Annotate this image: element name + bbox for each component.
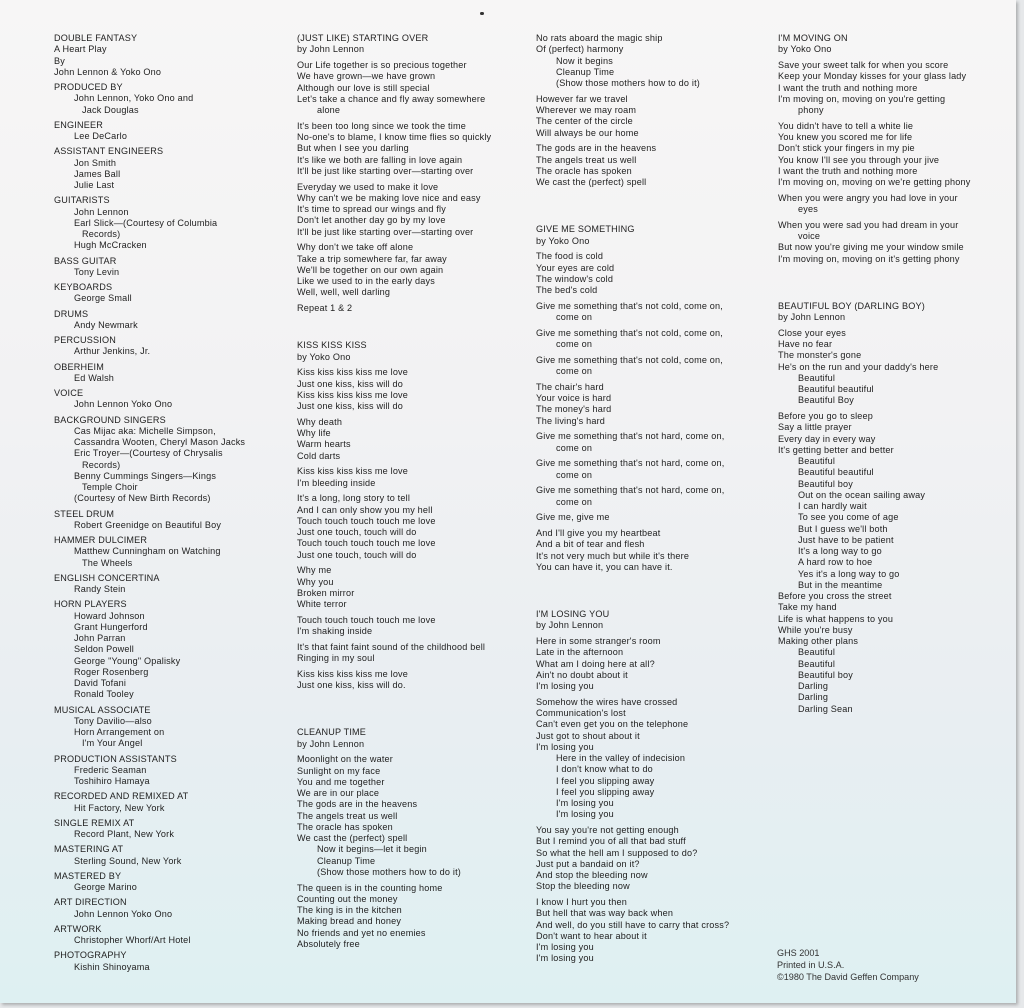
text-line: And I'll give you my heartbeat bbox=[536, 528, 661, 538]
text-line: David Tofani bbox=[74, 678, 127, 688]
text-line: Making bread and honey bbox=[297, 916, 402, 927]
text-line: Robert Greenidge on Beautiful Boy bbox=[74, 519, 222, 530]
text-line: Give me something that's not cold, come on, bbox=[536, 300, 723, 311]
text-line: We have grown—we have grown bbox=[297, 71, 436, 82]
text-line: Everyday we used to make it love bbox=[297, 181, 439, 192]
text-line: Moonlight on the water bbox=[297, 754, 394, 765]
text-line: The money's hard bbox=[536, 404, 612, 415]
text-line: We are in our place bbox=[297, 788, 380, 798]
text-line: I'M MOVING ON bbox=[778, 33, 848, 43]
text-line: I'm losing you bbox=[536, 741, 594, 752]
text-line: George "Young" Opalisky bbox=[74, 655, 181, 666]
text-line: voice bbox=[798, 231, 821, 241]
text-line: I'm moving on, moving on you're getting bbox=[778, 93, 946, 104]
text-line: Stop the bleeding now bbox=[536, 881, 630, 892]
text-line: You and me together bbox=[297, 776, 385, 787]
text-line: But I guess we'll both bbox=[798, 523, 888, 534]
text-line: by Yoko Ono bbox=[536, 235, 590, 246]
text-line: A Heart Play bbox=[54, 44, 107, 55]
text-line: come on bbox=[556, 469, 593, 480]
text-line: It's not very much but while it's there bbox=[536, 550, 690, 561]
text-line: Don't stick your fingers in my pie bbox=[778, 143, 915, 154]
text-line: by John Lennon bbox=[297, 738, 365, 749]
text-line: Hit Factory, New York bbox=[74, 802, 165, 813]
text-line: No-one's to blame, I know time flies so quickly bbox=[297, 132, 492, 142]
text-line: Kishin Shinoyama bbox=[74, 961, 150, 972]
text-line: Kiss kiss kiss kiss me love bbox=[297, 466, 409, 477]
text-line: I'M LOSING YOU bbox=[536, 609, 610, 619]
text-line: Why death bbox=[297, 416, 343, 427]
text-line: Darling bbox=[798, 681, 829, 691]
text-line: The oracle has spoken bbox=[297, 821, 393, 832]
text-line: He's on the run and your daddy's here bbox=[778, 361, 939, 372]
text-line: Why life bbox=[297, 428, 331, 438]
text-line: But I remind you of all that bad stuff bbox=[536, 836, 686, 847]
text-line: The living's hard bbox=[536, 415, 606, 426]
text-line: What am I doing here at all? bbox=[536, 658, 655, 669]
text-line: GUITARISTS bbox=[54, 195, 110, 206]
text-line: Jack Douglas bbox=[82, 104, 139, 115]
text-line: MASTERING AT bbox=[54, 844, 124, 855]
text-line: Hugh McCracken bbox=[74, 240, 147, 251]
text-line: BACKGROUND SINGERS bbox=[54, 414, 166, 425]
text-line: You can have it, you can have it. bbox=[536, 561, 673, 572]
text-line: It's a long, long story to tell bbox=[297, 493, 411, 504]
text-line: I feel you slipping away bbox=[556, 775, 655, 786]
text-line: Your eyes are cold bbox=[536, 262, 615, 273]
text-line: John Parran bbox=[74, 633, 126, 643]
text-line: Although our love is still special bbox=[297, 82, 430, 93]
text-line: The Wheels bbox=[82, 557, 133, 568]
text-line: Our Life together is so precious together bbox=[297, 60, 467, 70]
text-line: The window's cold bbox=[536, 273, 614, 284]
text-line: STEEL DRUM bbox=[54, 508, 115, 519]
text-line: It's time to spread our wings and fly bbox=[297, 204, 446, 214]
text-line: The angels treat us well bbox=[297, 810, 398, 821]
text-line: Julie Last bbox=[74, 180, 115, 190]
catalog-number: GHS 2001 bbox=[777, 948, 820, 958]
text-line: PERCUSSION bbox=[54, 335, 116, 345]
text-line: Touch touch touch touch me love bbox=[297, 515, 436, 526]
text-line: You didn't have to tell a white lie bbox=[778, 120, 914, 131]
text-line: Kiss kiss kiss kiss me love bbox=[297, 389, 409, 400]
text-line: ENGLISH CONCERTINA bbox=[54, 572, 160, 583]
text-line: BEAUTIFUL BOY (DARLING BOY) bbox=[778, 300, 925, 311]
text-line: VOICE bbox=[54, 388, 84, 398]
text-line: I'm losing you bbox=[536, 953, 594, 964]
ink-speck bbox=[480, 12, 484, 15]
text-line: Before you cross the street bbox=[778, 591, 892, 601]
text-line: come on bbox=[556, 339, 593, 349]
text-line: Arthur Jenkins, Jr. bbox=[74, 346, 151, 357]
text-line: Just one touch, touch will do bbox=[297, 527, 417, 537]
text-line: It'll be just like starting over—starting over bbox=[297, 165, 474, 176]
text-line: When you were sad you had dream in your bbox=[778, 219, 959, 230]
text-line: The gods are in the heavens bbox=[536, 143, 657, 154]
text-line: No rats aboard the magic ship bbox=[536, 33, 663, 43]
text-line: Broken mirror bbox=[297, 587, 355, 598]
text-line: Give me, give me bbox=[536, 512, 610, 523]
text-line: Howard Johnson bbox=[74, 610, 145, 621]
text-line: MASTERED BY bbox=[54, 870, 122, 881]
text-line: Say a little prayer bbox=[778, 422, 852, 433]
copyright-line: ©1980 The David Geffen Company bbox=[777, 972, 919, 982]
text-line: A hard row to hoe bbox=[798, 557, 873, 568]
lyrics-column-2 bbox=[297, 33, 491, 950]
text-line: Roger Rosenberg bbox=[74, 666, 149, 677]
text-line: I'm shaking inside bbox=[297, 626, 373, 636]
text-line: Life is what happens to you bbox=[778, 613, 894, 624]
text-line: It'll be just like starting over—starting over bbox=[297, 226, 474, 237]
text-line: Just one kiss, kiss will do bbox=[297, 401, 403, 411]
text-line: Like we used to in the early days bbox=[297, 276, 435, 286]
text-line: However far we travel bbox=[536, 93, 628, 104]
text-line: Toshihiro Hamaya bbox=[74, 776, 150, 786]
text-line: Here in some stranger's room bbox=[536, 636, 661, 646]
text-line: Lee DeCarlo bbox=[74, 131, 128, 141]
text-line: I want the truth and nothing more bbox=[778, 82, 918, 93]
text-line: Tony Levin bbox=[74, 266, 120, 277]
text-line: The angels treat us well bbox=[536, 154, 637, 165]
text-line: Cleanup Time bbox=[317, 855, 376, 866]
text-line: KEYBOARDS bbox=[54, 282, 113, 292]
text-line: The gods are in the heavens bbox=[297, 799, 418, 810]
text-line: Close your eyes bbox=[778, 327, 846, 338]
text-line: Randy Stein bbox=[74, 584, 126, 594]
text-line: by Yoko Ono bbox=[778, 44, 832, 55]
text-line: But when I see you darling bbox=[297, 143, 409, 154]
text-line: RECORDED AND REMIXED AT bbox=[54, 791, 189, 802]
credits-column bbox=[54, 33, 245, 973]
text-line: John Lennon Yoko Ono bbox=[74, 399, 173, 410]
text-line: Just one touch, touch will do bbox=[297, 549, 417, 560]
text-line: Sterling Sound, New York bbox=[74, 855, 182, 866]
text-line: It's that faint faint sound of the childhood bell bbox=[297, 641, 486, 652]
text-line: PHOTOGRAPHY bbox=[54, 950, 127, 961]
text-line: by John Lennon bbox=[778, 312, 846, 322]
text-line: Save your sweet talk for when you score bbox=[778, 60, 949, 70]
text-line: Horn Arrangement on bbox=[74, 727, 165, 737]
lyrics-column-4 bbox=[778, 33, 970, 715]
text-line: And well, do you still have to carry that cross? bbox=[536, 919, 730, 930]
text-line: Cold darts bbox=[297, 450, 341, 461]
text-line: I'm Your Angel bbox=[82, 738, 143, 749]
text-line: Tony Davilio—also bbox=[74, 715, 152, 726]
text-line: Now it begins bbox=[556, 55, 613, 66]
text-line: It's getting better and better bbox=[778, 444, 894, 455]
text-line: PRODUCED BY bbox=[54, 82, 123, 92]
text-line: The queen is in the counting home bbox=[297, 882, 443, 893]
text-line: Eric Troyer—(Courtesy of Chrysalis bbox=[74, 448, 223, 459]
text-line: Just got to shout about it bbox=[536, 730, 640, 741]
text-line: by John Lennon bbox=[297, 44, 365, 55]
text-line: It's a long way to go bbox=[798, 546, 882, 556]
printed-in: Printed in U.S.A. bbox=[777, 960, 845, 970]
text-line: Don't let another day go by my love bbox=[297, 215, 446, 226]
text-line: Ed Walsh bbox=[74, 372, 115, 383]
text-line: Before you go to sleep bbox=[778, 411, 874, 421]
text-line: Give me something that's not cold, come on, bbox=[536, 354, 723, 365]
text-line: Here in the valley of indecision bbox=[556, 753, 686, 763]
text-line: Christopher Whorf/Art Hotel bbox=[74, 935, 191, 945]
text-line: Don't want to hear about it bbox=[536, 930, 647, 941]
text-line: Beautiful boy bbox=[798, 669, 853, 680]
text-line: Of (perfect) harmony bbox=[536, 44, 624, 55]
text-line: James Ball bbox=[74, 168, 121, 179]
text-line: And a bit of tear and flesh bbox=[536, 539, 645, 550]
text-line: George Marino bbox=[74, 882, 138, 892]
text-line: HORN PLAYERS bbox=[54, 599, 127, 610]
text-line: White terror bbox=[297, 599, 347, 609]
text-line: Records) bbox=[82, 459, 121, 470]
text-line: The chair's hard bbox=[536, 381, 604, 392]
text-line: When you were angry you had love in your bbox=[778, 192, 958, 203]
text-line: KISS KISS KISS bbox=[297, 340, 367, 351]
text-line: Ringing in my soul bbox=[297, 653, 375, 663]
text-line: Can't even get you on the telephone bbox=[536, 719, 689, 730]
text-line: Kiss kiss kiss kiss me love bbox=[297, 668, 409, 679]
text-line: come on bbox=[556, 496, 593, 507]
text-line: It's like we both are falling in love again bbox=[297, 154, 463, 165]
text-line: Beautiful bbox=[798, 647, 836, 658]
text-line: ARTWORK bbox=[54, 923, 102, 934]
text-line: Wherever we may roam bbox=[536, 105, 637, 115]
text-line: Give me something that's not cold, come on, bbox=[536, 327, 723, 338]
text-line: eyes bbox=[798, 204, 818, 214]
text-line: John Lennon, Yoko Ono and bbox=[74, 93, 194, 104]
text-line: I'm losing you bbox=[556, 798, 614, 808]
lyrics-column-3 bbox=[536, 33, 729, 965]
text-line: Give me something that's not hard, come on, bbox=[536, 458, 725, 469]
text-line: Late in the afternoon bbox=[536, 647, 624, 658]
text-line: Somehow the wires have crossed bbox=[536, 696, 678, 707]
text-line: Benny Cummings Singers—Kings bbox=[74, 470, 217, 481]
text-line: We cast the (perfect) spell bbox=[297, 833, 408, 843]
text-line: We'll be together on our own again bbox=[297, 264, 444, 275]
text-line: I don't know what to do bbox=[556, 764, 653, 775]
text-line: You know I'll see you through your jive bbox=[778, 154, 940, 165]
text-line: Cleanup Time bbox=[556, 66, 615, 77]
text-line: You say you're not getting enough bbox=[536, 825, 679, 835]
text-line: Beautiful bbox=[798, 456, 836, 466]
text-line: Records) bbox=[82, 229, 121, 239]
text-line: To see you come of age bbox=[798, 512, 899, 523]
text-line: But hell that was way back when bbox=[536, 908, 674, 919]
text-line: The center of the circle bbox=[536, 116, 633, 127]
text-line: ART DIRECTION bbox=[54, 897, 127, 908]
text-line: I know I hurt you then bbox=[536, 897, 627, 907]
text-line: The monster's gone bbox=[778, 350, 862, 361]
text-line: Why can't we be making love nice and easy bbox=[297, 192, 481, 203]
text-line: Take my hand bbox=[778, 602, 837, 613]
text-line: Take a trip somewhere far, far away bbox=[297, 253, 447, 264]
text-line: Grant Hungerford bbox=[74, 621, 148, 632]
text-line: SINGLE REMIX AT bbox=[54, 817, 135, 828]
text-line: Cassandra Wooten, Cheryl Mason Jacks bbox=[74, 437, 246, 447]
text-line: Absolutely free bbox=[297, 938, 360, 949]
text-line: Counting out the money bbox=[297, 893, 398, 904]
text-line: We cast the (perfect) spell bbox=[536, 177, 647, 187]
text-line: So what the hell am I supposed to do? bbox=[536, 847, 698, 858]
text-line: ENGINEER bbox=[54, 119, 103, 130]
text-line: Have no fear bbox=[778, 339, 833, 349]
text-line: Jon Smith bbox=[74, 157, 117, 168]
text-line: Just one kiss, kiss will do. bbox=[297, 680, 406, 690]
text-line: But now you're giving me your window smile bbox=[778, 242, 964, 253]
text-line: I'm moving on, moving on it's getting phony bbox=[778, 253, 960, 264]
text-line: I'm losing you bbox=[556, 809, 614, 820]
text-line: Give me something that's not hard, come on, bbox=[536, 485, 725, 496]
text-line: Will always be our home bbox=[536, 127, 639, 138]
text-line: You knew you scored me for life bbox=[778, 132, 913, 142]
text-line: Communication's lost bbox=[536, 708, 626, 718]
text-line: Earl Slick—(Courtesy of Columbia bbox=[74, 217, 218, 228]
text-line: And I can only show you my hell bbox=[297, 504, 433, 515]
text-line: (Show those mothers how to do it) bbox=[556, 78, 700, 88]
text-line: alone bbox=[317, 105, 341, 115]
text-line: Just put a bandaid on it? bbox=[536, 858, 640, 869]
text-line: Warm hearts bbox=[297, 439, 351, 450]
text-line: Seldon Powell bbox=[74, 644, 134, 655]
text-line: Ain't no doubt about it bbox=[536, 669, 628, 680]
text-line: HAMMER DULCIMER bbox=[54, 535, 148, 545]
text-line: (Show those mothers how to do it) bbox=[317, 866, 461, 877]
text-line: Why me bbox=[297, 565, 332, 576]
text-line: Frederic Seaman bbox=[74, 764, 147, 775]
text-line: While you're busy bbox=[778, 624, 853, 635]
text-line: MUSICAL ASSOCIATE bbox=[54, 704, 151, 715]
text-line: The king is in the kitchen bbox=[297, 905, 402, 915]
text-line: by Yoko Ono bbox=[297, 351, 351, 362]
text-line: (JUST LIKE) STARTING OVER bbox=[297, 33, 429, 43]
text-line: Sunlight on my face bbox=[297, 765, 381, 776]
text-line: Making other plans bbox=[778, 636, 859, 646]
text-line: PRODUCTION ASSISTANTS bbox=[54, 753, 177, 764]
text-line: Why don't we take off alone bbox=[297, 242, 414, 253]
text-line: Give me something that's not hard, come on, bbox=[536, 431, 725, 442]
text-line: Record Plant, New York bbox=[74, 829, 175, 839]
text-line: Well, well, well darling bbox=[297, 287, 391, 298]
text-line: I'm losing you bbox=[536, 681, 594, 691]
text-line: The bed's cold bbox=[536, 285, 598, 295]
text-line: Beautiful bbox=[798, 658, 836, 669]
text-line: Touch touch touch touch me love bbox=[297, 614, 436, 625]
text-line: CLEANUP TIME bbox=[297, 727, 367, 738]
text-line: Your voice is hard bbox=[536, 393, 612, 403]
text-line: I'm moving on, moving on we're getting phony bbox=[778, 177, 971, 187]
text-line: Kiss kiss kiss kiss me love bbox=[297, 367, 409, 378]
text-line: Temple Choir bbox=[82, 482, 138, 492]
text-line: Andy Newmark bbox=[74, 319, 138, 330]
text-line: John Lennon bbox=[74, 206, 129, 217]
text-line: BASS GUITAR bbox=[54, 255, 117, 266]
text-line: Beautiful beautiful bbox=[798, 384, 874, 394]
text-line: Beautiful Boy bbox=[798, 395, 854, 406]
text-line: And stop the bleeding now bbox=[536, 870, 648, 880]
text-line: Darling bbox=[798, 692, 829, 703]
text-line: GIVE ME SOMETHING bbox=[536, 224, 635, 235]
text-line: OBERHEIM bbox=[54, 361, 104, 372]
text-line: Beautiful beautiful bbox=[798, 467, 874, 478]
text-line: I can hardly wait bbox=[798, 501, 867, 511]
text-line: (Courtesy of New Birth Records) bbox=[74, 493, 211, 504]
text-line: Now it begins—let it begin bbox=[317, 844, 427, 855]
text-line: No friends and yet no enemies bbox=[297, 927, 426, 938]
text-line: I'm losing you bbox=[536, 942, 594, 952]
text-line: DOUBLE FANTASY bbox=[54, 33, 138, 43]
text-line: phony bbox=[798, 105, 824, 115]
text-line: Just have to be patient bbox=[798, 534, 894, 545]
text-line: Every day in every way bbox=[778, 433, 876, 444]
text-line: John Lennon & Yoko Ono bbox=[54, 66, 162, 77]
text-line: Matthew Cunningham on Watching bbox=[74, 546, 221, 557]
text-line: Ronald Tooley bbox=[74, 689, 134, 700]
text-line: By bbox=[54, 55, 65, 66]
text-line: Yes it's a long way to go bbox=[798, 568, 900, 579]
text-line: It's been too long since we took the time bbox=[297, 120, 466, 131]
text-line: Darling Sean bbox=[798, 703, 853, 714]
text-line: I'm bleeding inside bbox=[297, 477, 376, 488]
text-line: ASSISTANT ENGINEERS bbox=[54, 146, 164, 157]
text-line: Just one kiss, kiss will do bbox=[297, 378, 403, 389]
text-line: Out on the ocean sailing away bbox=[798, 489, 926, 500]
text-line: But in the meantime bbox=[798, 579, 883, 590]
text-line: come on bbox=[556, 366, 593, 376]
text-line: Cas Mijac aka: Michelle Simpson, bbox=[74, 425, 216, 436]
text-line: Keep your Monday kisses for your glass lady bbox=[778, 71, 967, 82]
text-line: Beautiful bbox=[798, 372, 836, 383]
text-line: Touch touch touch touch me love bbox=[297, 538, 436, 549]
text-line: come on bbox=[556, 312, 593, 322]
text-line: Let's take a chance and fly away somewhere bbox=[297, 93, 486, 104]
text-line: by John Lennon bbox=[536, 620, 604, 631]
text-line: come on bbox=[556, 442, 593, 453]
text-line: John Lennon Yoko Ono bbox=[74, 908, 173, 919]
text-line: The food is cold bbox=[536, 251, 604, 262]
text-line: I feel you slipping away bbox=[556, 786, 655, 797]
text-line: DRUMS bbox=[54, 308, 89, 319]
catalog-credit bbox=[777, 947, 919, 983]
text-line: Why you bbox=[297, 576, 334, 587]
text-line: George Small bbox=[74, 293, 132, 304]
text-line: I want the truth and nothing more bbox=[778, 165, 918, 176]
text-line: Beautiful boy bbox=[798, 478, 853, 489]
text-line: The oracle has spoken bbox=[536, 165, 632, 176]
text-line: Repeat 1 & 2 bbox=[297, 303, 353, 313]
